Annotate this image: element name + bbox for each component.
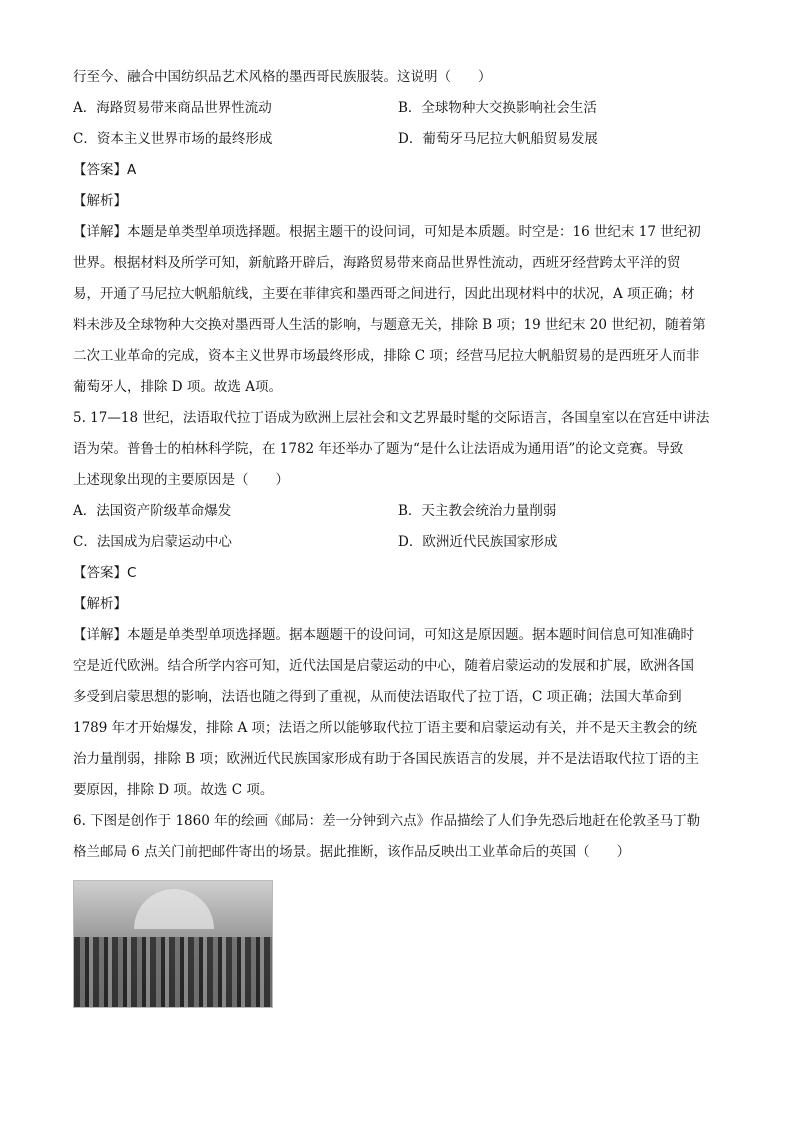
q5-detail-line: 空是近代欧洲。结合所学内容可知，近代法国是启蒙运动的中心，随着启蒙运动的发展和扩展，欧洲各国 (73, 658, 694, 674)
q6-stem-line: 6. 下图是创作于 1860 年的绘画《邮局：差一分钟到六点》作品描绘了人们争先恐后地赶在伦敦圣马丁勒 (73, 813, 701, 829)
q4-options-row-1 (73, 93, 723, 124)
q4-option-c: C．资本主义世界市场的最终形成 (73, 131, 273, 147)
q4-detail-line: 葡萄牙人，排除 D 项。故选 A项。 (73, 379, 282, 395)
q4-detail-line: 料未涉及全球物种大交换对墨西哥人生活的影响，与题意无关，排除 B 项；19 世纪末 20 世纪初，随着第 (73, 317, 706, 333)
q5-detail-line: 治力量削弱，排除 B 项；欧洲近代民族国家形成有助于各国民族语言的发展，并不是法语取代拉丁语的主 (73, 751, 700, 767)
q5-option-c: C．法国成为启蒙运动中心 (73, 534, 232, 550)
page-content (73, 62, 723, 1008)
q5-detail-line: 1789 年才开始爆发，排除 A 项；法语之所以能够取代拉丁语主要和启蒙运动有关，并不是天主教会的统 (73, 720, 697, 736)
q4-detail-line: 世界。根据材料及所学可知，新航路开辟后，海路贸易带来商品世界性流动，西班牙经营跨太平洋的贸 (73, 255, 681, 271)
q4-option-d: D．葡萄牙马尼拉大帆船贸易发展 (398, 131, 598, 147)
q4-answer: 【答案】A (73, 162, 137, 178)
q4-stem-tail: 行至今、融合中国纺织品艺术风格的墨西哥民族服装。这说明（ ） (73, 69, 492, 85)
q5-analysis-heading: 【解析】 (73, 596, 127, 612)
q5-detail-line: 要原因，排除 D 项。故选 C 项。 (73, 782, 274, 798)
painting-illustration (73, 880, 273, 1008)
q4-detail-line: 二次工业革命的完成，资本主义世界市场最终形成，排除 C 项；经营马尼拉大帆船贸易的是西班牙人而非 (73, 348, 700, 364)
q5-option-b: B．天主教会统治力量削弱 (398, 503, 557, 519)
q5-stem-line: 5. 17—18 世纪，法语取代拉丁语成为欧洲上层社会和文艺界最时髦的交际语言，各国皇室以在宫廷中讲法 (73, 410, 710, 426)
q4-detail-line: 易，开通了马尼拉大帆船航线，主要在菲律宾和墨西哥之间进行，因此出现材料中的状况，A 项正确；材 (73, 286, 695, 302)
q5-option-d: D．欧洲近代民族国家形成 (398, 534, 558, 550)
q5-detail-line: 多受到启蒙思想的影响，法语也随之得到了重视，从而使法语取代了拉丁语，C 项正确；法国大革命到 (73, 689, 682, 705)
q5-options-row-2 (73, 527, 723, 558)
q5-stem-line: 上述现象出现的主要原因是（ ） (73, 472, 289, 488)
painting-arch (134, 889, 214, 929)
q5-answer: 【答案】C (73, 565, 137, 581)
q5-options-row-1 (73, 496, 723, 527)
painting-crowd (74, 937, 272, 1007)
q4-option-b: B．全球物种大交换影响社会生活 (398, 100, 597, 116)
q6-stem-line: 格兰邮局 6 点关门前把邮件寄出的场景。据此推断，该作品反映出工业革命后的英国（ ） (73, 844, 631, 860)
q4-option-a: A．海路贸易带来商品世界性流动 (73, 100, 272, 116)
q5-stem-line: 语为荣。普鲁士的柏林科学院，在 1782 年还举办了题为“是什么让法语成为通用语”的论文竞赛。导致 (73, 441, 684, 457)
q4-detail-line: 【详解】本题是单类型单项选择题。根据主题干的设问词，可知是本质题。时空是：16 世纪末 17 世纪初 (73, 224, 701, 240)
q5-option-a: A．法国资产阶级革命爆发 (73, 503, 232, 519)
q5-detail-line: 【详解】本题是单类型单项选择题。据本题题干的设问词，可知这是原因题。据本题时间信息可知准确时 (73, 627, 694, 643)
q4-options-row-2 (73, 124, 723, 155)
q4-analysis-heading: 【解析】 (73, 193, 127, 209)
